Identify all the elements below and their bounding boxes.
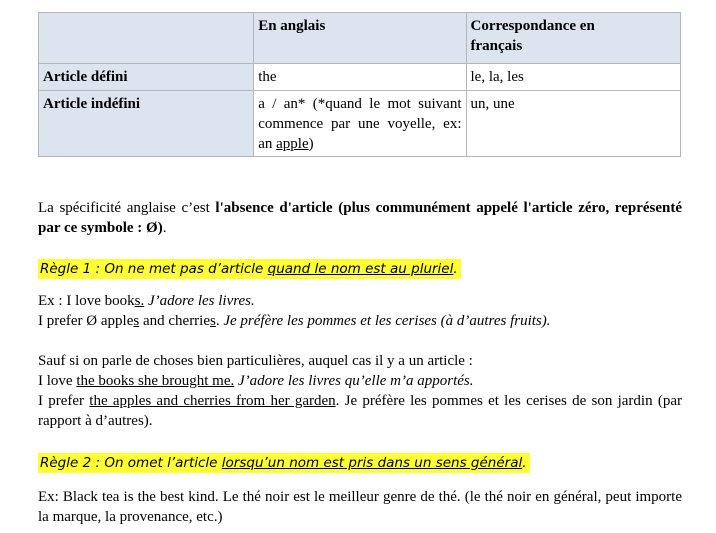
header-french-line1: Correspondance en <box>470 18 595 34</box>
header-cell-empty <box>39 13 254 64</box>
exception-line-1: Sauf si on parle de choses bien particulières, auquel cas il y a un article : <box>38 353 473 369</box>
exception-paragraph <box>38 351 682 431</box>
example-1-en: Ex : I love book <box>38 293 135 309</box>
row-english <box>254 91 466 157</box>
exception-translation: J’adore les livres qu’elle m’a apportés. <box>237 373 474 389</box>
exception-en-2: I prefer <box>38 393 90 409</box>
rule-2-prefix: Règle 2 : On omet l’article <box>40 455 222 471</box>
plural-s: s <box>210 313 216 329</box>
row-english-example: apple <box>276 136 309 152</box>
table-header-row <box>39 13 681 64</box>
intro-end: . <box>162 220 167 236</box>
table-row <box>39 91 681 157</box>
plural-s: s <box>134 293 141 309</box>
example-2-paragraph: Ex: Black tea is the best kind. Le thé noir est le meilleur genre de thé. (le thé noir en général, peut importe la marque, la provenance, etc.) <box>38 489 682 525</box>
exception-underlined-2: the apples and cherries from her garden <box>89 393 336 409</box>
example-1-line-2 <box>38 311 682 331</box>
intro-text: La spécificité anglaise c’est <box>38 200 216 216</box>
row-french: un, une <box>466 91 681 157</box>
exception-rest: . Je préfère les pommes et les cerises de son jardin (par rapport à d’autres). <box>38 393 682 429</box>
exception-underlined: the books she brought me. <box>76 373 235 389</box>
row-english-text: a / an* (*quand le mot suivant commence par une voyelle, ex: an <box>258 96 462 152</box>
rule-1-heading <box>38 259 461 279</box>
intro-bold: l'absence d'article (plus communément appelé l'article zéro, représenté par ce symbole : Ø) <box>38 200 682 236</box>
rule-1-prefix: Règle 1 : On ne met pas d’article <box>40 261 268 277</box>
row-label: Article défini <box>39 64 254 91</box>
rule-2-underlined: lorsqu’un nom est pris dans un sens général <box>221 455 523 471</box>
row-english-close: ) <box>308 136 314 152</box>
example-2-en: I prefer Ø apple <box>38 313 134 329</box>
header-french-line2: français <box>470 38 523 54</box>
row-english: the <box>254 64 466 91</box>
header-cell-french <box>466 13 681 64</box>
rule-1-suffix: . <box>453 261 458 277</box>
example-2-mid: and cherrie <box>139 313 211 329</box>
rule-2-suffix: . <box>522 455 527 471</box>
exception-line-3 <box>38 391 682 431</box>
rule-1-underlined: quand le nom est au pluriel <box>267 261 454 277</box>
row-label: Article indéfini <box>39 91 254 157</box>
example-1-line-1 <box>38 291 682 311</box>
intro-paragraph <box>38 198 682 238</box>
header-cell-english: En anglais <box>254 13 466 64</box>
plural-s: s <box>133 313 140 329</box>
row-french: le, la, les <box>466 64 681 91</box>
table-row <box>39 64 681 91</box>
example-1-dot: . <box>140 293 145 309</box>
exception-en: I love <box>38 373 77 389</box>
exception-line-2 <box>38 371 682 391</box>
rule-2-heading <box>38 453 530 473</box>
example-2-dot: . <box>215 313 220 329</box>
example-2-translation: Je préfère les pommes et les cerises (à d’autres fruits). <box>223 313 551 329</box>
example-1-translation: J’adore les livres. <box>148 293 255 309</box>
articles-table <box>38 12 681 157</box>
example-1 <box>38 291 682 331</box>
